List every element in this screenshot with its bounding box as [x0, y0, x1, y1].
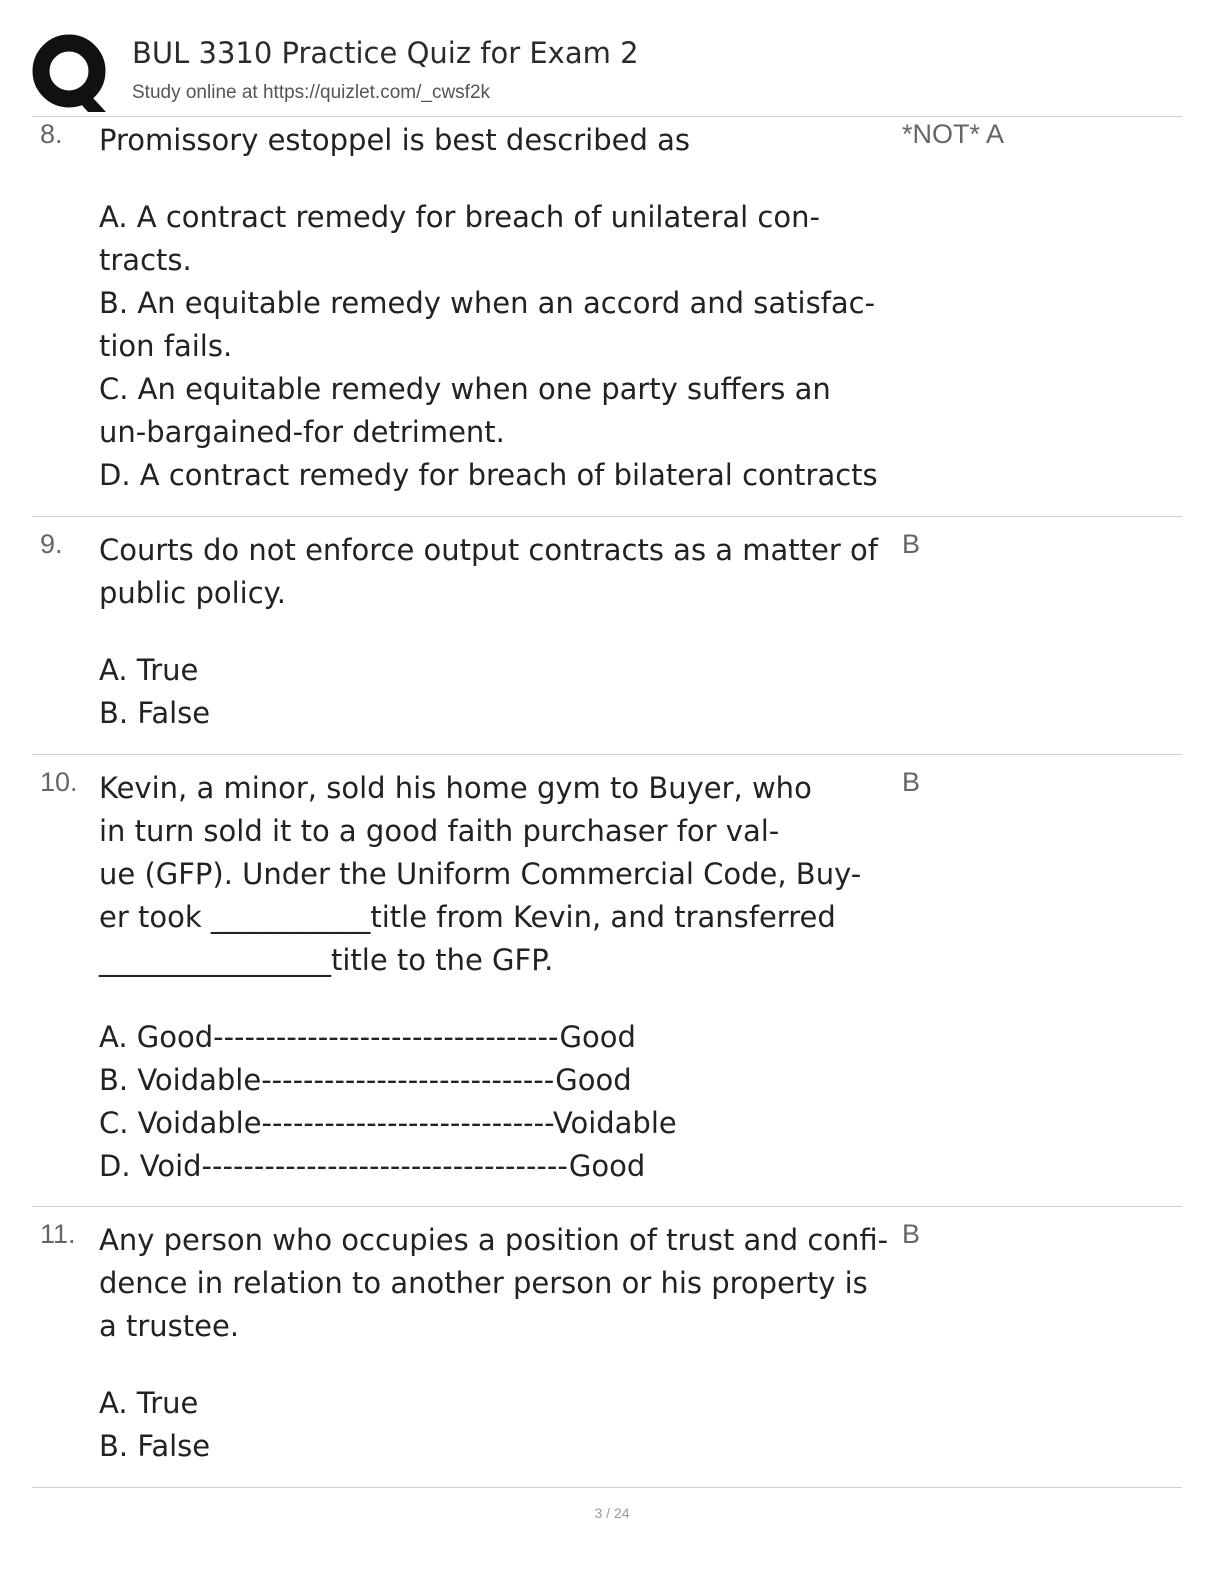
answer-text: B [902, 529, 921, 559]
divider [32, 1487, 1182, 1488]
options-list [99, 649, 919, 735]
quizlet-q-logo [32, 34, 112, 114]
option-line: tion fails. [99, 329, 233, 363]
answer-text: B [902, 767, 921, 797]
question-card-11 [32, 1219, 1182, 1479]
options-list [99, 1016, 919, 1188]
divider [32, 516, 1182, 517]
options-list [99, 196, 919, 497]
divider [32, 1206, 1182, 1207]
option-line: A. A contract remedy for breach of unilateral con- [99, 200, 820, 234]
question-text: Courts do not enforce output contracts as a matter of public policy. [99, 533, 878, 610]
question-text: Any person who occupies a position of trust and confi- dence in relation to another person or his property is a trustee. [99, 1223, 889, 1343]
question-number: 8. [40, 119, 63, 149]
option-line: D. A contract remedy for breach of bilateral contracts [99, 458, 878, 492]
study-online-link[interactable]: Study online at https://quizlet.com/_cwsf2k [132, 82, 491, 103]
option-line: tracts. [99, 243, 192, 277]
option-line: C. An equitable remedy when one party suffers an [99, 372, 831, 406]
question-number: 11. [40, 1219, 76, 1249]
option-line: B. An equitable remedy when an accord and satisfac- [99, 286, 876, 320]
page-number: 3 / 24 [594, 1505, 630, 1521]
option-line: A. Good---------------------------------Good [99, 1020, 636, 1054]
answer-text: *NOT* A [902, 119, 1005, 149]
option-line: B. False [99, 696, 211, 730]
divider [32, 754, 1182, 755]
option-line: A. True [99, 653, 199, 687]
question-text: Promissory estoppel is best described as [99, 123, 690, 157]
question-card-10 [32, 767, 1182, 1202]
option-line: D. Void-----------------------------------Good [99, 1149, 646, 1183]
option-line: C. Voidable----------------------------Voidable [99, 1106, 677, 1140]
document-title: BUL 3310 Practice Quiz for Exam 2 [132, 36, 639, 70]
option-line: A. True [99, 1386, 199, 1420]
option-line: B. Voidable----------------------------Good [99, 1063, 632, 1097]
question-card-9 [32, 529, 1182, 749]
question-text: Kevin, a minor, sold his home gym to Buyer, who in turn sold it to a good faith purchaser for val- ue (GFP). Under the Uniform Commercial Code, Buy- er took ___________title from Kevin, and transferred ________________title to the GFP. [99, 771, 862, 977]
answer-text: B [902, 1219, 921, 1249]
option-line: B. False [99, 1429, 211, 1463]
question-number: 9. [40, 529, 63, 559]
option-line: un-bargained-for detriment. [99, 415, 505, 449]
question-card-8 [32, 119, 1182, 514]
question-number: 10. [40, 767, 78, 797]
options-list [99, 1382, 919, 1468]
page-header [32, 30, 1182, 116]
divider [32, 116, 1182, 117]
